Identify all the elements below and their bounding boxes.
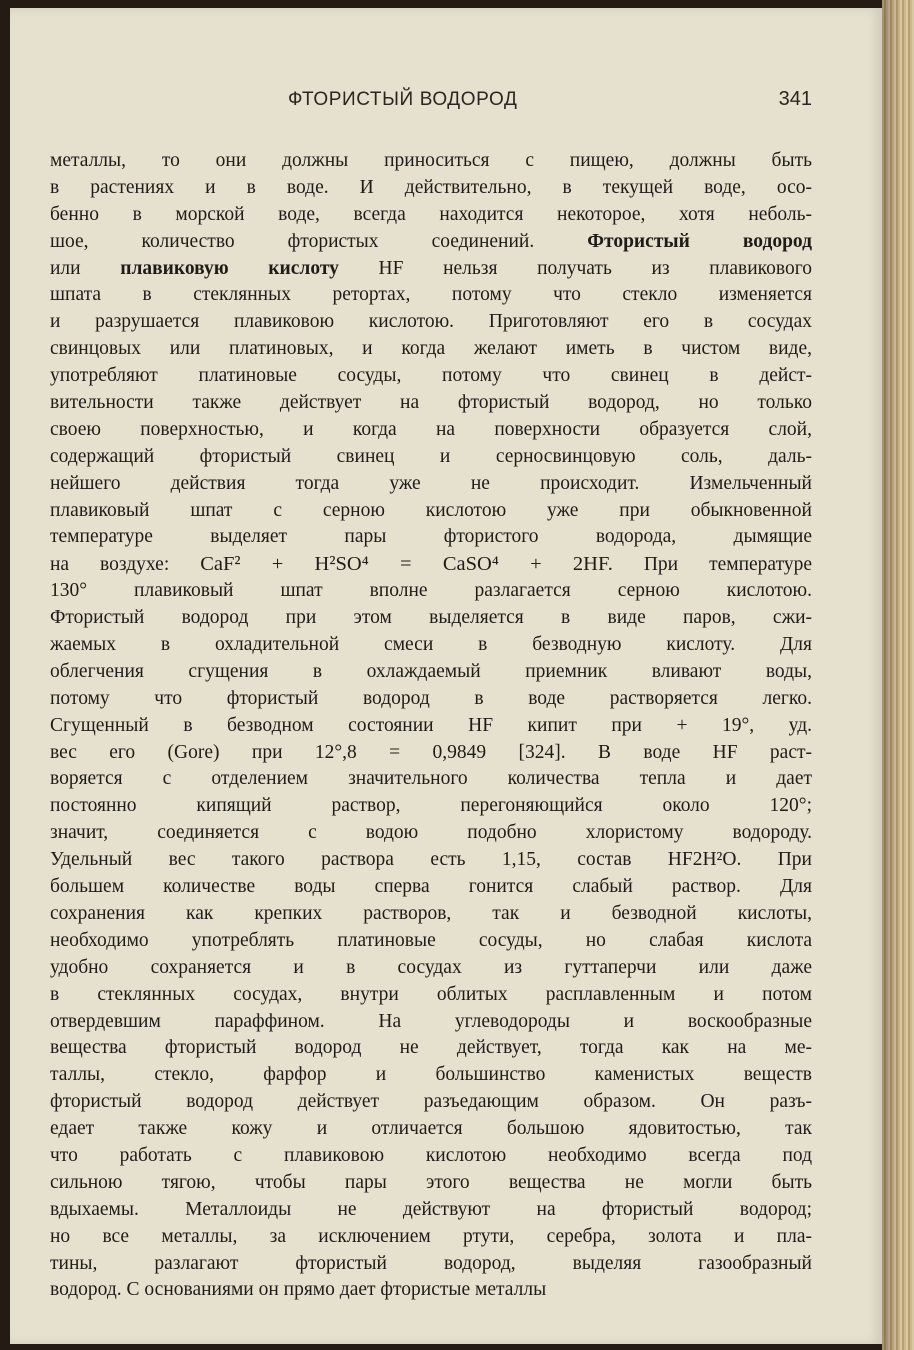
- text-line: в стеклянных сосудах, внутри облитых расплавленным и потом: [50, 983, 812, 1005]
- text-line: вещества фтористый водород не действует, тогда как на ме-: [50, 1037, 812, 1059]
- text-line: бенно в морской воде, всегда находится некоторое, хотя неболь-: [50, 203, 812, 225]
- text-line: воряется с отделением значительного количества тепла и дает: [50, 768, 812, 790]
- text-line: металлы, то они должны приноситься с пищею, должны быть: [50, 150, 812, 171]
- text-line: своею поверхностью, и когда на поверхности образуется слой,: [50, 418, 812, 440]
- text-line: вес его (Gore) при 12°,8 = 0,9849 [324]. В воде HF раст-: [50, 741, 812, 763]
- text-line: Удельный вес такого раствора есть 1,15, состав HF2H²O. При: [50, 849, 812, 871]
- text-line: 130° плавиковый шпат вполне разлагается серною кислотою.: [50, 580, 812, 602]
- text-line: [50, 229, 812, 256]
- text-line: сохранения как крепких растворов, так и безводной кислоты,: [50, 902, 812, 924]
- text-line: таллы, стекло, фарфор и большинство каменистых веществ: [50, 1064, 812, 1086]
- page-number: 341: [778, 88, 812, 110]
- text-line: удобно сохраняется и в сосудах из гуттаперчи или даже: [50, 956, 812, 978]
- text-line: плавиковый шпат с серною кислотою уже при обыкновенной: [50, 499, 812, 521]
- text-run: шое, количество фтористых соединений.: [50, 230, 535, 252]
- text-run: или: [50, 257, 81, 279]
- chemical-equation: CaF² + H²SO⁴ = CaSO⁴ + 2HF.: [200, 553, 613, 576]
- text-line: сильною тягою, чтобы пары этого вещества не могли быть: [50, 1171, 812, 1193]
- text-line: фтористый водород действует разъедающим образом. Он разъ-: [50, 1091, 812, 1113]
- bold-term: Фтористый водород: [587, 230, 812, 252]
- text-line: [50, 551, 812, 578]
- text-line: водород. С основаниями он прямо дает фтористые металлы: [50, 1279, 547, 1301]
- bold-term: плавиковую кислоту: [120, 257, 339, 279]
- text-line: вдыхаемы. Металлоиды не действуют на фтористый водород;: [50, 1198, 812, 1220]
- text-line: постоянно кипящий раствор, перегоняющийся около 120°;: [50, 795, 812, 817]
- book-page: [10, 8, 882, 1344]
- text-line: значит, соединяется с водою подобно хлористому водороду.: [50, 822, 812, 844]
- text-line: вительности также действует на фтористый водород, но только: [50, 392, 812, 414]
- text-line: отвердевшим параффином. На углеводороды и воскообразные: [50, 1010, 812, 1032]
- book-page-edge: [882, 0, 914, 1350]
- text-line: [50, 256, 812, 283]
- text-line: жаемых в охладительной смеси в безводную кислоту. Для: [50, 634, 812, 656]
- text-line: нейшего действия тогда уже не происходит. Измельченный: [50, 472, 812, 494]
- text-line: но все металлы, за исключением ртути, серебра, золота и пла-: [50, 1225, 812, 1247]
- text-line: едает также кожу и отличается большою ядовитостью, так: [50, 1118, 812, 1140]
- text-line: употребляют платиновые сосуды, потому что свинец в дейст-: [50, 365, 812, 387]
- text-line: облегчения сгущения в охлаждаемый приемник вливают воды,: [50, 660, 812, 682]
- text-line: тины, разлагают фтористый водород, выделяя газообразный: [50, 1252, 812, 1274]
- text-line: и разрушается плавиковою кислотою. Приготовляют его в сосудах: [50, 311, 812, 333]
- text-line: шпата в стеклянных ретортах, потому что стекло изменяется: [50, 284, 812, 306]
- text-line: Сгущенный в безводном состоянии HF кипит при + 19°, уд.: [50, 714, 812, 736]
- text-line: необходимо употреблять платиновые сосуды, но слабая кислота: [50, 929, 812, 951]
- text-line: свинцовых или платиновых, и когда желают иметь в чистом виде,: [50, 338, 812, 360]
- text-line: большем количестве воды сперва гонится слабый раствор. Для: [50, 876, 812, 898]
- text-run: HF нельзя получать из плавикового: [378, 257, 812, 279]
- text-line: в растениях и в воде. И действительно, в текущей воде, осо-: [50, 176, 812, 198]
- text-line: температуре выделяет пары фтористого водорода, дымящие: [50, 526, 812, 548]
- text-run: на воздухе:: [50, 554, 170, 576]
- text-line: потому что фтористый водород в воде растворяется легко.: [50, 687, 812, 709]
- text-run: При температуре: [643, 554, 813, 576]
- text-line: что работать с плавиковою кислотою необходимо всегда под: [50, 1144, 812, 1166]
- text-line: содержащий фтористый свинец и серносвинцовую соль, даль-: [50, 445, 812, 467]
- page-header: [288, 88, 812, 111]
- body-text: [50, 148, 812, 1304]
- running-title: ФТОРИСТЫЙ ВОДОРОД: [288, 89, 518, 110]
- text-line: Фтористый водород при этом выделяется в виде паров, сжи-: [50, 607, 812, 629]
